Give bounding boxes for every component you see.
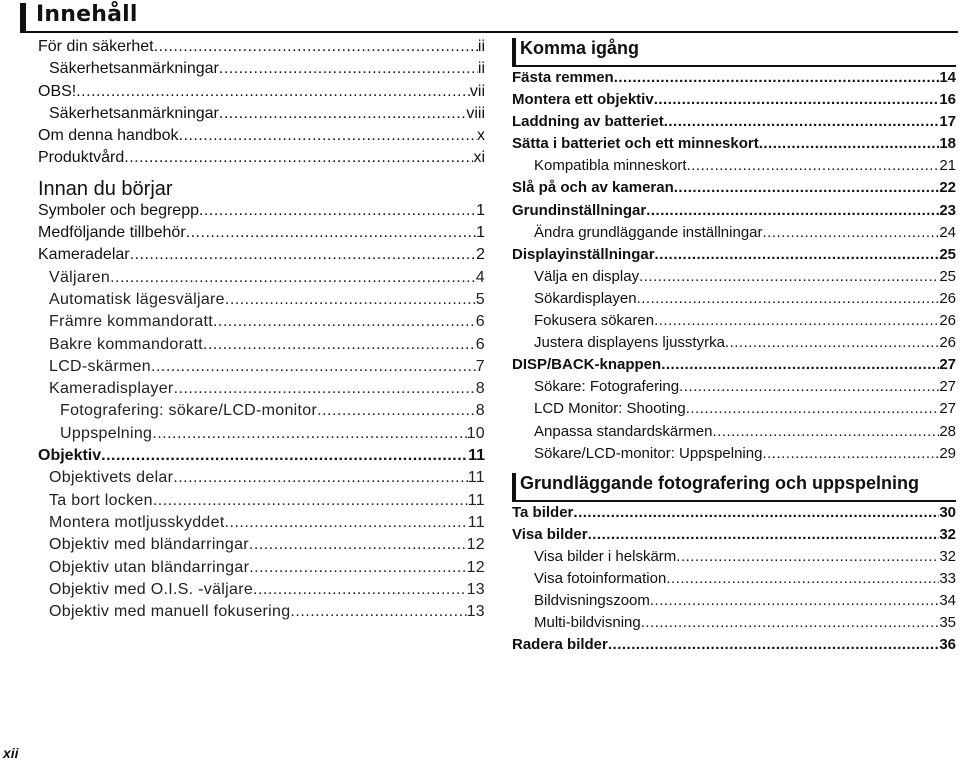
toc-entry-page: viii xyxy=(466,104,485,122)
toc-entry-page: 8 xyxy=(475,402,485,420)
toc-entry-label: Objektiv utan bländarringar xyxy=(49,558,250,576)
dot-leader xyxy=(573,504,939,521)
dot-leader xyxy=(676,548,939,565)
toc-group-innan-du-borjar xyxy=(38,202,485,626)
toc-entry-label: Objektiv med manuell fokusering xyxy=(49,603,291,621)
toc-entry-page: 24 xyxy=(939,223,956,241)
dot-leader xyxy=(76,83,470,101)
toc-entry-page: 34 xyxy=(939,592,956,610)
dot-leader xyxy=(655,246,940,263)
toc-entry-page: 6 xyxy=(475,335,485,353)
toc-entry-page: vii xyxy=(469,82,485,100)
dot-leader xyxy=(225,514,468,532)
toc-entry-page: 26 xyxy=(939,312,956,330)
toc-entry[interactable] xyxy=(512,636,956,658)
toc-entry[interactable] xyxy=(38,603,485,625)
toc-entry-label: Symboler och begrepp xyxy=(38,201,199,219)
toc-entry-label: Välja en display xyxy=(534,267,640,285)
dot-leader xyxy=(213,313,476,331)
toc-entry-page: 30 xyxy=(939,503,956,521)
toc-entry-label: Uppspelning xyxy=(60,424,153,442)
toc-entry-label: Objektiv med bländarringar xyxy=(49,536,249,554)
dot-leader xyxy=(101,447,468,465)
toc-entry[interactable] xyxy=(38,149,485,171)
toc-entry-page: 16 xyxy=(939,91,956,109)
dot-leader xyxy=(654,312,939,329)
toc-entry-label: Sökare: Fotografering xyxy=(534,378,680,396)
toc-entry[interactable] xyxy=(512,157,956,179)
toc-entry[interactable] xyxy=(512,356,956,378)
toc-entry[interactable] xyxy=(512,592,956,614)
toc-entry[interactable] xyxy=(512,400,956,422)
toc-entry-label: Visa bilder i helskärm xyxy=(534,547,677,565)
toc-entry-page: 14 xyxy=(939,69,956,86)
dot-leader xyxy=(654,91,940,108)
toc-entry[interactable] xyxy=(38,202,485,224)
dot-leader xyxy=(588,526,940,543)
toc-entry-label: Grundinställningar xyxy=(512,201,647,219)
toc-entry-page: 4 xyxy=(475,268,485,286)
toc-entry[interactable] xyxy=(512,504,956,526)
toc-entry-page: 5 xyxy=(475,290,485,308)
toc-entry-label: Visa fotoinformation xyxy=(534,569,667,587)
dot-leader xyxy=(199,202,476,220)
toc-entry[interactable] xyxy=(38,83,485,105)
toc-entry-label: Kompatibla minneskort xyxy=(534,157,687,175)
dot-leader xyxy=(173,469,468,487)
toc-entry-label: Sätta i batteriet och ett minneskort xyxy=(512,135,759,153)
toc-entry[interactable] xyxy=(512,69,956,91)
dot-leader xyxy=(219,60,478,78)
dot-leader xyxy=(641,614,940,631)
toc-entry-label: Multi-bildvisning xyxy=(534,614,641,632)
toc-entry-label: Laddning av batteriet xyxy=(512,113,664,131)
toc-entry[interactable] xyxy=(512,268,956,290)
toc-entry[interactable] xyxy=(512,312,956,334)
dot-leader xyxy=(674,179,940,196)
toc-entry-page: 32 xyxy=(939,525,956,543)
toc-entry[interactable] xyxy=(38,380,485,402)
toc-entry-label: Bakre kommandoratt xyxy=(49,335,203,353)
toc-entry-page: 27 xyxy=(939,400,956,418)
toc-entry[interactable] xyxy=(512,224,956,246)
toc-entry[interactable] xyxy=(38,291,485,313)
toc-entry-label: Montera ett objektiv xyxy=(512,91,654,109)
toc-entry[interactable] xyxy=(512,378,956,400)
toc-entry-page: 13 xyxy=(466,580,485,598)
dot-leader xyxy=(608,636,939,653)
toc-entry-page: 26 xyxy=(939,334,956,352)
toc-entry-page: 22 xyxy=(939,179,956,197)
dot-leader xyxy=(219,105,466,123)
toc-entry[interactable] xyxy=(512,445,956,467)
toc-entry-label: Displayinställningar xyxy=(512,245,655,263)
toc-entry-label: Visa bilder xyxy=(512,525,588,543)
toc-entry-page: ii xyxy=(477,60,485,78)
dot-leader xyxy=(154,38,478,56)
toc-entry-page: 28 xyxy=(939,422,956,440)
dot-leader xyxy=(151,358,476,376)
dot-leader xyxy=(179,127,477,145)
toc-entry-page: 21 xyxy=(939,157,956,175)
toc-entry-page: 1 xyxy=(476,201,485,219)
toc-entry-label: Kameradisplayer xyxy=(49,380,174,398)
dot-leader xyxy=(712,423,939,440)
toc-entry-page: 2 xyxy=(476,246,485,264)
toc-entry-label: OBS! xyxy=(38,82,77,100)
dot-leader xyxy=(130,246,476,264)
toc-entry-label: Fotografering: sökare/LCD-monitor xyxy=(60,402,318,420)
toc-entry-label: För din säkerhet xyxy=(38,38,154,55)
toc-group-komma-igang xyxy=(512,69,956,467)
toc-entry-label: Anpassa standardskärmen xyxy=(534,422,713,440)
dot-leader xyxy=(646,202,939,219)
toc-entry-page: 8 xyxy=(475,380,485,398)
toc-entry[interactable] xyxy=(512,179,956,201)
toc-entry[interactable] xyxy=(38,60,485,82)
dot-leader xyxy=(203,336,476,354)
dot-leader xyxy=(637,290,940,307)
toc-entry-label: Sökardisplayen xyxy=(534,289,637,307)
toc-entry-label: Produktvård xyxy=(38,149,125,167)
section-title: Komma igång xyxy=(520,38,640,58)
toc-entry[interactable] xyxy=(512,202,956,224)
toc-entry-label: Montera motljusskyddet xyxy=(49,513,225,531)
toc-entry-label: DISP/BACK-knappen xyxy=(512,356,662,374)
toc-entry[interactable] xyxy=(38,358,485,380)
dot-leader xyxy=(225,291,476,309)
toc-entry-label: Objektiv med O.I.S. -väljare xyxy=(49,580,254,598)
page-number: xii xyxy=(3,745,19,761)
dot-leader xyxy=(661,356,939,373)
toc-entry-label: Ändra grundläggande inställningar xyxy=(534,223,763,241)
section-heading-grundlaggande xyxy=(512,473,956,502)
toc-entry-label: Medföljande tillbehör xyxy=(38,224,186,242)
dot-leader xyxy=(762,445,939,462)
toc-entry-page: 11 xyxy=(467,513,485,531)
toc-entry-page: 26 xyxy=(939,289,956,307)
dot-leader xyxy=(614,69,940,86)
toc-entry[interactable] xyxy=(38,447,485,469)
toc-entry-page: 32 xyxy=(939,547,956,565)
dot-leader xyxy=(679,378,939,395)
toc-entry-page: 25 xyxy=(939,245,956,263)
toc-entry-page: 11 xyxy=(467,491,485,509)
toc-entry[interactable] xyxy=(38,127,485,149)
toc-entry-label: Sökare/LCD-monitor: Uppspelning xyxy=(534,444,763,462)
dot-leader xyxy=(725,334,939,351)
dot-leader xyxy=(650,592,939,609)
toc-entry[interactable] xyxy=(38,581,485,603)
toc-entry-label: Om denna handbok xyxy=(38,127,179,145)
toc-entry-label: Främre kommandoratt xyxy=(49,313,213,331)
toc-entry-page: 33 xyxy=(939,569,956,587)
toc-entry[interactable] xyxy=(512,526,956,548)
toc-entry-label: Väljaren xyxy=(49,268,111,286)
dot-leader xyxy=(153,492,468,510)
toc-entry-page: 7 xyxy=(475,357,485,375)
toc-entry[interactable] xyxy=(38,313,485,335)
toc-entry-page: 23 xyxy=(939,201,956,219)
toc-entry-page: 11 xyxy=(468,447,485,465)
dot-leader xyxy=(686,400,940,417)
toc-entry[interactable] xyxy=(38,536,485,558)
dot-leader xyxy=(249,536,467,554)
toc-group-general xyxy=(38,38,485,172)
page-title: Innehåll xyxy=(36,2,138,27)
toc-entry-label: Fokusera sökaren xyxy=(534,312,655,330)
toc-entry-page: x xyxy=(477,127,485,145)
toc-entry-page: 1 xyxy=(476,224,485,242)
dot-leader xyxy=(152,425,466,443)
toc-entry[interactable] xyxy=(512,570,956,592)
toc-entry-label: Säkerhetsanmärkningar xyxy=(49,104,219,122)
toc-entry[interactable] xyxy=(512,91,956,113)
section-heading-komma-igang xyxy=(512,38,956,67)
toc-entry[interactable] xyxy=(38,514,485,536)
toc-entry[interactable] xyxy=(512,423,956,445)
toc-entry[interactable] xyxy=(38,402,485,424)
toc-entry[interactable] xyxy=(38,469,485,491)
toc-group-grundlaggande xyxy=(512,504,956,659)
toc-entry[interactable] xyxy=(38,559,485,581)
toc-entry-label: Justera displayens ljusstyrka xyxy=(534,334,725,352)
dot-leader xyxy=(124,149,473,167)
dot-leader xyxy=(290,603,466,621)
toc-entry-page: 17 xyxy=(939,113,956,131)
dot-leader xyxy=(186,224,476,242)
toc-entry-page: xi xyxy=(473,149,485,167)
dot-leader xyxy=(110,269,476,287)
title-bar xyxy=(20,3,958,33)
toc-entry[interactable] xyxy=(512,135,956,157)
toc-entry-label: Ta bilder xyxy=(512,503,574,521)
toc-entry[interactable] xyxy=(38,425,485,447)
toc-entry-label: LCD Monitor: Shooting xyxy=(534,400,686,418)
toc-entry[interactable] xyxy=(38,224,485,246)
dot-leader xyxy=(664,113,940,130)
toc-entry-page: 10 xyxy=(466,424,485,442)
dot-leader xyxy=(759,135,940,152)
toc-entry-page: 12 xyxy=(466,558,485,576)
toc-entry[interactable] xyxy=(512,614,956,636)
toc-entry-label: Slå på och av kameran xyxy=(512,179,674,197)
dot-leader xyxy=(249,559,466,577)
toc-entry-label: Objektiv xyxy=(38,447,102,465)
dot-leader xyxy=(763,224,940,241)
toc-entry-page: 29 xyxy=(939,444,956,462)
toc-entry-label: Kameradelar xyxy=(38,246,130,264)
toc-entry[interactable] xyxy=(512,548,956,570)
toc-entry-page: 6 xyxy=(475,313,485,331)
toc-entry-page: 18 xyxy=(939,135,956,153)
toc-left-column xyxy=(38,38,485,625)
toc-entry-page: 13 xyxy=(466,603,485,621)
dot-leader xyxy=(687,157,940,174)
toc-entry-page: 11 xyxy=(467,469,485,487)
dot-leader xyxy=(174,380,476,398)
toc-entry-label: Fästa remmen xyxy=(512,69,614,86)
toc-entry[interactable] xyxy=(38,269,485,291)
section-title: Grundläggande fotografering och uppspelning xyxy=(520,472,919,493)
toc-entry-page: 27 xyxy=(939,356,956,374)
toc-entry[interactable] xyxy=(38,246,485,268)
toc-entry-label: Radera bilder xyxy=(512,636,608,654)
toc-entry-label: Objektivets delar xyxy=(49,469,174,487)
toc-entry[interactable] xyxy=(512,290,956,312)
dot-leader xyxy=(666,570,939,587)
toc-entry[interactable] xyxy=(512,113,956,135)
toc-entry-page: ii xyxy=(477,38,485,55)
toc-entry[interactable] xyxy=(512,246,956,268)
toc-entry-label: Ta bort locken xyxy=(49,491,153,509)
toc-entry[interactable] xyxy=(38,336,485,358)
toc-entry[interactable] xyxy=(512,334,956,356)
dot-leader xyxy=(253,581,467,599)
toc-right-column xyxy=(512,38,956,658)
toc-entry-page: 35 xyxy=(939,614,956,632)
toc-entry-page: 27 xyxy=(939,378,956,396)
toc-entry[interactable] xyxy=(38,105,485,127)
dot-leader xyxy=(639,268,939,285)
toc-entry-label: LCD-skärmen xyxy=(49,357,151,375)
toc-entry[interactable] xyxy=(38,38,485,60)
section-heading-innan-du-borjar: Innan du börjar xyxy=(38,177,173,200)
toc-entry-label: Bildvisningszoom xyxy=(534,592,650,610)
toc-entry-label: Automatisk lägesväljare xyxy=(49,290,225,308)
toc-entry-label: Säkerhetsanmärkningar xyxy=(49,60,219,78)
toc-entry-page: 25 xyxy=(939,267,956,285)
toc-entry[interactable] xyxy=(38,492,485,514)
dot-leader xyxy=(317,402,476,420)
toc-entry-page: 36 xyxy=(939,636,956,654)
toc-entry-page: 12 xyxy=(466,536,485,554)
